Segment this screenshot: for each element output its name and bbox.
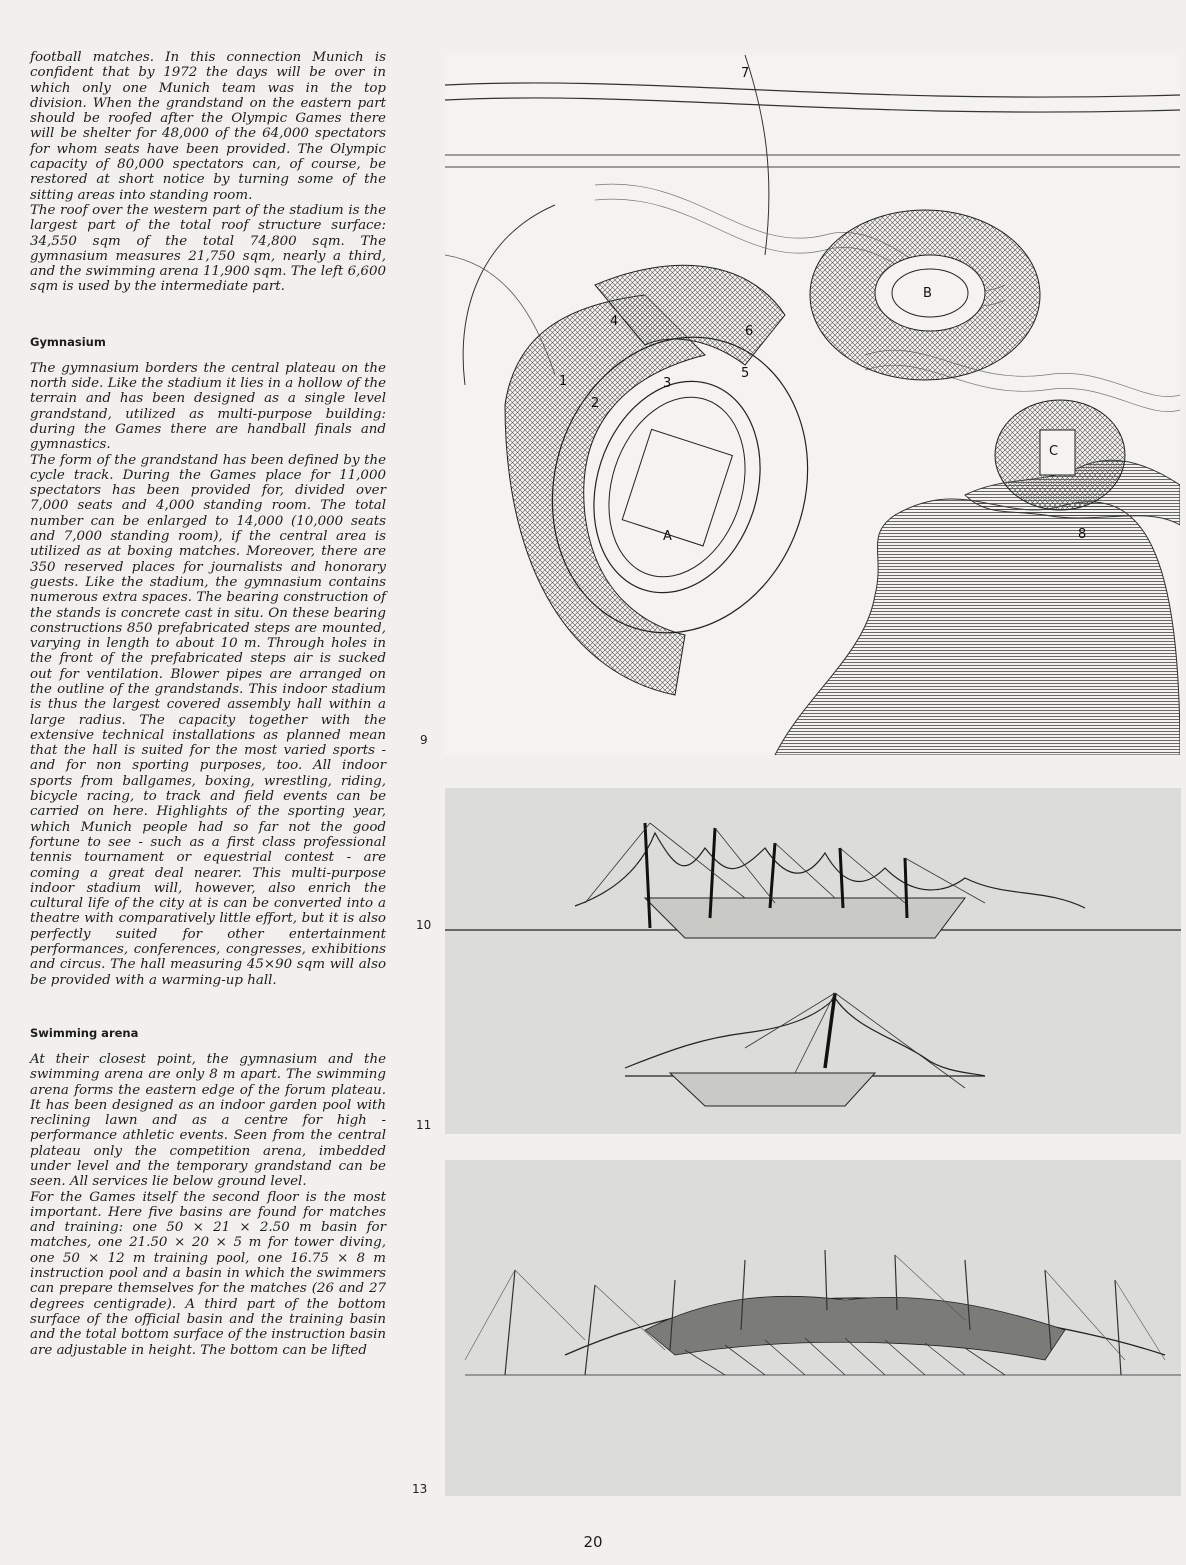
- section-drawings: [445, 788, 1181, 1134]
- callout-6: 6: [745, 324, 754, 339]
- callout-3: 3: [663, 376, 672, 391]
- callout-1: 1: [559, 374, 568, 389]
- callout-8: 8: [1078, 527, 1087, 542]
- body-paragraph: The roof over the western part of the stadium is the largest part of the total roof structure surface: 34,550 sqm of the total 74,800 sqm. The gymnasium measures 21,750 sqm, nearly a third, and the swimming arena 11,900 sqm. The left 6,600 sqm is used by the intermediate part.: [30, 202, 386, 295]
- callout-7: 7: [741, 66, 750, 81]
- section-heading-swimming-arena: Swimming arena: [30, 1025, 139, 1040]
- figure-number: 11: [416, 1118, 432, 1132]
- callout-5: 5: [741, 366, 750, 381]
- callout-4: 4: [610, 314, 619, 329]
- text-column: [30, 50, 386, 1358]
- page-number: 20: [583, 1533, 603, 1551]
- figure-number: 13: [412, 1482, 428, 1496]
- body-paragraph: The form of the grandstand has been defined by the cycle track. During the Games place for 11,000 spectators has been provided for, divided over 7,000 seats and 4,000 standing room. The total number can be enlarged to 14,000 (10,000 seats and 7,000 standing room), if the central area is utilized as at boxing matches. Moreover, there are 350 reserved places for journalists and honorary guests. Like the stadium, the gymnasium contains numerous extra spaces. The bearing construction of the stands is concrete cast in situ. On these bearing constructions 850 prefabricated steps are mounted, varying in length to about 10 m. Through holes in the front of the prefabricated steps air is sucked out for ventilation. Blower pipes are arranged on the outline of the grandstands. This indoor stadium is thus the largest covered assembly hall within a large radius. The capacity together with the extensive technical installations as planned mean that the hall is suited for the most varied sports - and for non sporting purposes, too. All indoor sports from ballgames, boxing, wrestling, riding, bicycle racing, to track and field events can be carried on here. Highlights of the sporting year, which Munich people had so far not the good fortune to see - such as a first class professional tennis tournament or equestrial contest - are coming a great deal nearer. This multi-purpose indoor stadium will, however, also enrich the cultural life of the city at is can be converted into a theatre with comparatively little effort, but it is also perfectly suited for other entertainment performances, conferences, congresses, exhibitions and circus. The hall measuring 45×90 sqm will also be provided with a warming-up hall.: [30, 452, 386, 988]
- figure-number: 9: [420, 733, 428, 747]
- figure-site-plan: [445, 55, 1180, 755]
- body-paragraph: For the Games itself the second floor is the most important. Here five basins are found for matches and training: one 50 × 21 × 2.50 m basin for matches, one 21.50 × 20 × 5 m for tower diving, one 50 × 12 m training pool, one 16.75 × 8 m instruction pool and a basin in which the swimmers can prepare themselves for the matches (26 and 27 degrees centigrade). A third part of the bottom surface of the official basin and the training basin and the total bottom surface of the instruction basin are adjustable in height. The bottom can be lifted: [30, 1189, 386, 1358]
- zone-label-b: B: [923, 286, 932, 301]
- body-paragraph: At their closest point, the gymnasium and the swimming arena are only 8 m apart. The swimming arena forms the eastern edge of the forum plateau. It has been designed as an indoor garden pool with reclining lawn and as a centre for high - performance athletic events. Seen from the central plateau only the competition arena, imbedded under level and the temporary grandstand can be seen. All services lie below ground level.: [30, 1051, 386, 1190]
- callout-2: 2: [591, 396, 600, 411]
- body-paragraph: The gymnasium borders the central plateau on the north side. Like the stadium it lies in a hollow of the terrain and has been designed as a single level grandstand, utilized as multi-purpose building: during the Games there are handball finals and gymnastics.: [30, 360, 386, 453]
- zone-label-a: A: [663, 529, 672, 544]
- section-heading-gymnasium: Gymnasium: [30, 334, 106, 349]
- figure-sections: [445, 788, 1181, 1134]
- figure-elevation: [445, 1160, 1181, 1496]
- zone-label-c: C: [1049, 444, 1059, 459]
- site-plan-drawing: [445, 55, 1180, 755]
- body-paragraph: football matches. In this connection Munich is confident that by 1972 the days will be over in which only one Munich team was in the top division. When the grandstand on the eastern part should be roofed after the Olympic Games there will be shelter for 48,000 of the 64,000 spectators for whom seats have been provided. The Olympic capacity of 80,000 spectators can, of course, be restored at short notice by turning some of the sitting areas into standing room.: [30, 50, 386, 203]
- elevation-drawing: [445, 1160, 1181, 1496]
- figure-number: 10: [416, 918, 432, 932]
